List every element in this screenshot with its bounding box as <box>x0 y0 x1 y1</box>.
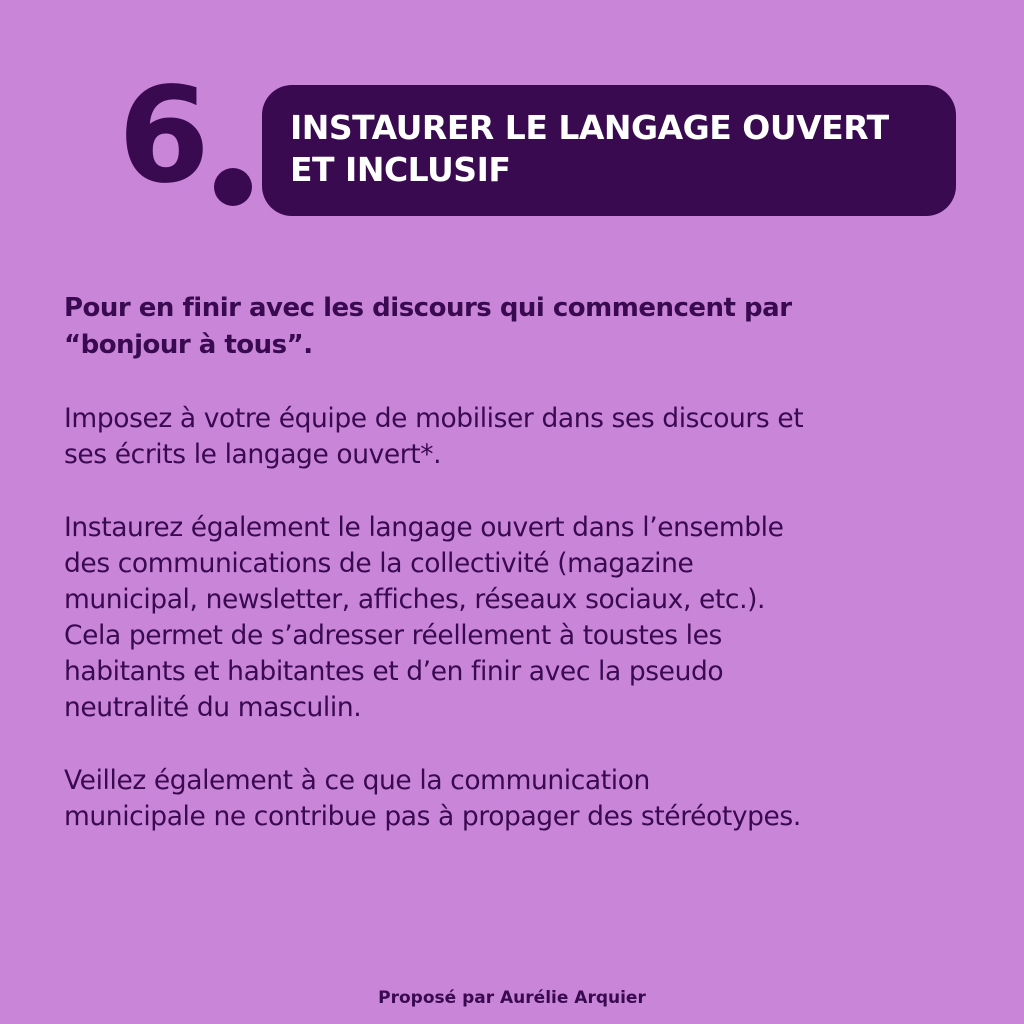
lead-line: “bonjour à tous”. <box>64 330 313 360</box>
section-number: 6 <box>118 59 206 213</box>
paragraph-line: municipale ne contribue pas à propager des stéréotypes. <box>64 801 801 832</box>
paragraph-line: Instaurez également le langage ouvert dans l’ensemble <box>64 512 784 543</box>
author-credit: Proposé par Aurélie Arquier <box>378 988 646 1008</box>
paragraph-line: municipal, newsletter, affiches, réseaux sociaux, etc.). <box>64 584 766 615</box>
title-line-2: ET INCLUSIF <box>290 150 511 189</box>
paragraph-line: des communications de la collectivité (magazine <box>64 548 694 579</box>
paragraph-line: Veillez également à ce que la communication <box>64 765 650 796</box>
main-content <box>64 290 984 872</box>
paragraph-line: neutralité du masculin. <box>64 692 362 723</box>
paragraph-communications <box>64 510 984 726</box>
lead-line: Pour en finir avec les discours qui commencent par <box>64 293 792 323</box>
paragraph-line: Imposez à votre équipe de mobiliser dans ses discours et <box>64 403 804 434</box>
lead-paragraph <box>64 290 984 364</box>
paragraph-line: Cela permet de s’adresser réellement à toustes les <box>64 620 722 651</box>
paragraph-line: ses écrits le langage ouvert*. <box>64 439 442 470</box>
title-line-1: INSTAURER LE LANGAGE OUVERT <box>290 108 889 147</box>
header <box>0 0 1024 240</box>
paragraph-line: habitants et habitantes et d’en finir avec la pseudo <box>64 656 724 687</box>
paragraph-stereotypes <box>64 763 984 835</box>
title-banner <box>262 85 956 216</box>
number-dot <box>214 168 252 206</box>
paragraph-equipe <box>64 401 984 473</box>
